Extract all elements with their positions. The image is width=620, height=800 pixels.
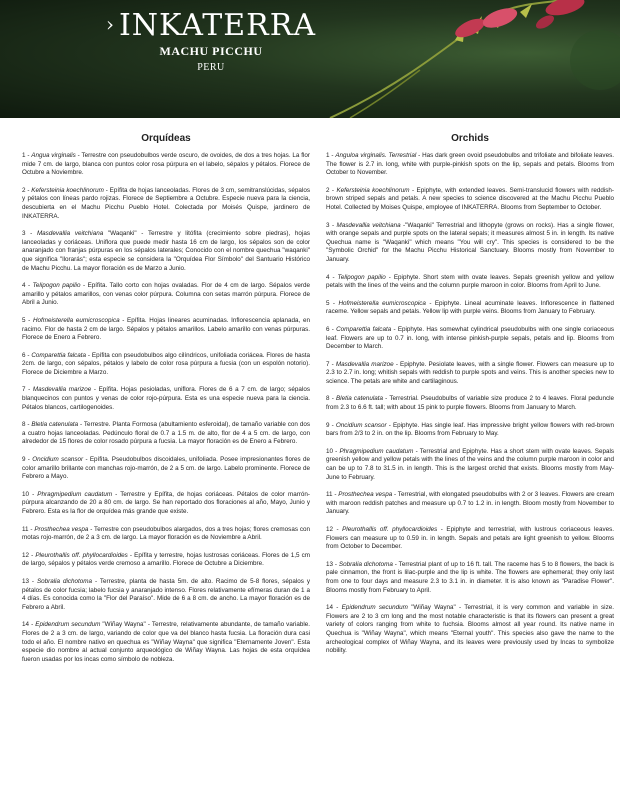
species-description: - Epiphyte. Pesiolate leaves, with a single flower. Flowers can measure up to 2.3 to 2.7 in. long; whitish sepals with reddish to purple spots and veins. This is another species new to science. The petals are white and cartilaginous. <box>326 360 614 385</box>
species-description: - Epífita de hojas lanceoladas. Flores de 3 cm, semitranslúcidas, sépalos y pétalos con líneas pardo rojizas. Florece de Septiembre a Octubre. Especie nueva para la ciencia, descubierta en el Machu Picchu Pueblo Hotel. Colectada por Moisés Quispe, jardinero de INKATERRA. <box>22 186 310 220</box>
orchid-entry <box>326 604 614 656</box>
entry-number: 12 - <box>22 551 36 559</box>
entry-number: 1 - <box>22 152 32 159</box>
species-description: "Wiñay Wayna" - Terrestrial, it is very common and variable in size. Flowers are 2 to 3 cm long and the most notable characteristic is that its flowers can present a great variety of colors ranging from white to fuchsia. Blooms almost all year round. Its native name in Quechua is "Wiñay Wayna", which means "Eternal youth". This species also gave the name to the archeological complex of Wiñay Wayna, and its leaves were previously used by Incas to symbolize nobility. <box>326 604 614 655</box>
entry-number: 2 - <box>326 186 337 194</box>
species-name: Phragmipedium caudatum <box>339 447 414 455</box>
species-description: "Wiñay Wayna" - Terrestre, relativamente abundante, de tamaño variable. Flores de 2 a 3 cm. de largo, variando de color que va del blanco hasta fucsia. La floración dura casi todo el año. El nombre nativo en quechua es "Wiñay Wayna" que significa "Eternamente Joven". Esta especie dio nombre al actual conjunto arqueológico de Wiñay Wayna. Las hojas de esta orquídea fueron usadas por los incas como símbolo de nobleza. <box>22 621 310 663</box>
orchid-entry <box>22 526 310 543</box>
entry-number: 6 - <box>22 351 32 359</box>
species-description: "Waqanki" - Terrestre y litófita (crecimiento sobre piedras), hojas lanceoladas y coriáceas. Uniflora que puede medir hasta 16 cm de largo, los sépalos son de color anaranjado con franjas púrpuras en los sépalos laterales; Conocido con el nombre quechua "waqanki" que significa "llorarás"; esta especie se considera la "Orquídea Flor Símbolo" del Santuario Histórico de Machu Picchu. La mayor floración es de Marzo a Junio. <box>22 230 310 272</box>
brand-block <box>96 8 326 73</box>
location-label: MACHU PICCHU <box>159 44 263 58</box>
orchid-entry <box>22 456 310 482</box>
orchid-entry <box>22 230 310 273</box>
entry-number: 6 - <box>326 325 337 333</box>
species-name: Bletia catenulata <box>335 395 383 403</box>
orchid-entry <box>326 274 614 291</box>
entry-number: 13 - <box>326 560 339 568</box>
species-description: - Terrestrial and Epiphyte. Has a short stem with ovate leaves. Sepals greenish yellow and yellow petals with the lines of the veins and the column purple maroon in color and can be up to 7.8 to 31.5 in. in length. This is the largest orchid that exists. Blooms mostly from May-June to February. <box>326 447 614 481</box>
species-name: Oncidium scansor <box>335 421 387 429</box>
species-description: - Epífita. Tallo corto con hojas ovaladas. Flor de 4 cm de largo. Sépalos verde amarillo y pétalos amarillos, con venas color púrpura. Columna con setas marrón púrpura. Florece de Abril a Junio. <box>22 282 310 307</box>
entry-number: 10 - <box>22 490 38 498</box>
inkaterra-logo <box>96 8 326 42</box>
chevron-icon: › <box>105 12 115 36</box>
species-name: Pleurothallis off. phyllocardioides <box>35 551 128 559</box>
entry-number: 10 - <box>326 447 340 455</box>
spanish-column <box>22 118 318 673</box>
entry-number: 8 - <box>22 421 32 429</box>
entry-number: 5 - <box>326 299 339 307</box>
species-name: Telipogon papilio <box>337 273 386 281</box>
species-description: -"Waqanki" Terrestrial and lithopyte (grows on rocks). Has a single flower, with orange sepals and purple spots on the lateral sepals; it measures almost 5 in. in length. Its native Quechua name is "Waqanki" which means "You will cry". This species is considered to be the "Symbolic Orchid" for the Machu Picchu Historical Sanctuary. Blooms mostly from November to January. <box>326 221 615 263</box>
orchid-entry <box>326 491 614 517</box>
species-description: - Has dark green ovoid pseudobulbs and trifoliate and bifoliate leaves. The flower is 2.7 in. long, white with purple-pinkish spots on the lip, sepals and petals. Blooms from October to November. <box>326 152 614 177</box>
orchid-entry <box>22 552 310 569</box>
species-description: - Terrestre y Epífita, de hojas coriáceas. Pétalos de color marrón-púrpura alcanzando de 20 a 80 cm. de largo. Se han reportado dos floraciones al año, Mayo, Junio y Febrero. Esta es la flor de orquídea más grande que existe. <box>22 490 310 515</box>
entry-number: 7 - <box>326 360 336 368</box>
species-name: Prosthechea vespa <box>338 491 393 499</box>
species-name: Masdevallia marizoe <box>335 360 394 368</box>
orchid-entry <box>22 282 310 308</box>
orchid-entry <box>22 317 310 343</box>
english-column <box>318 118 614 673</box>
entry-number: 14 - <box>22 621 36 629</box>
species-name: Masdevallia marizoe <box>32 386 92 394</box>
species-description: - Terrestrial, with elongated pseudobulbs with 2 or 3 leaves. Flowers are cream with maroon reddish patches and measure up 0.7 to 1.2 in. in length. Bloom mostly from November to January. <box>326 491 614 516</box>
species-name: Telipogon papilio <box>32 282 81 290</box>
species-name: Kefersteinia koechlinorum <box>336 186 410 194</box>
species-name: Epidendrum secundum <box>341 604 408 612</box>
orchid-entry <box>326 395 614 412</box>
orchid-entry <box>326 561 614 595</box>
spanish-entries <box>22 152 310 664</box>
species-description: - Epífita y terrestre, hojas lustrosas coriáceas. Flores de 1,5 cm de largo, sépalos y pétalos verde cremoso a amarillo. Florece de Octubre a Diciembre. <box>22 551 310 568</box>
species-name: Hofmeisterella eumicroscopica <box>32 316 120 324</box>
brand-name: INKATERRA <box>118 8 317 43</box>
orchid-entry <box>326 222 614 265</box>
orchid-entry <box>326 361 614 387</box>
species-name: Angua virginalis <box>31 152 76 159</box>
species-name: Comparettia falcata <box>336 325 392 333</box>
entry-number: 8 - <box>326 395 336 403</box>
species-name: Comparettia falcata <box>31 351 87 359</box>
species-name: Bletia catenulata <box>31 421 79 429</box>
species-name: Kefersteinia koechlinorum <box>31 186 104 194</box>
entry-number: 2 - <box>22 186 32 194</box>
species-name: Pleurothallis off. phyllocardioides <box>342 526 438 533</box>
species-description: - Epífita. Pseudobulbos discoidales, unifoliada. Posee impresionantes flores de color amarillo brillante con manchas rojo-marrón, de 2 a 5 cm. de largo. Labelo prominente. Florece de Febrero a Mayo. <box>22 456 310 481</box>
species-name: Sobralia dichotoma <box>338 560 393 568</box>
entry-number: 9 - <box>326 421 336 429</box>
orchid-entry <box>22 491 310 517</box>
species-description: - Terrestrial plant of up to 16 ft. tall. The raceme has 5 to 8 flowers, the back is pale cinnamon, the front is lilac-purple and the lip is white. The flowers are ephemeral; they only last from one to four days and measure 2.3 to 3.1 in. in diameter. It is also known as "Paradise Flower". Blooms mostly from February to April. <box>326 560 615 594</box>
entry-number: 13 - <box>22 577 37 585</box>
species-name: Masdevallia veitchiana <box>336 221 401 229</box>
species-name: Masdevallia veitchiana <box>36 230 104 238</box>
orchid-entry <box>22 578 310 612</box>
orchid-entry <box>326 422 614 439</box>
column-title-english: Orchids <box>451 133 489 144</box>
species-description: - Epífita. Hojas pesioladas, uniflora. Flores de 6 a 7 cm. de largo; sépalos blanquecinos con puntos y venas de color rojo-púrpura. Esta es una especie nueva para la ciencia. Pétalos blancos, cartilogenoides. <box>22 386 310 411</box>
orchid-entry <box>326 448 614 482</box>
english-entries <box>326 152 614 656</box>
orchid-entry <box>22 352 310 378</box>
entry-number: 1 - <box>326 152 336 159</box>
species-name: Epidendrum secundum <box>35 621 101 629</box>
orchid-entry <box>326 187 614 213</box>
entry-number: 14 - <box>326 604 342 612</box>
orchid-entry <box>22 152 310 178</box>
orchid-entry <box>22 621 310 664</box>
orchid-entry <box>326 526 614 552</box>
country-label: PERU <box>197 62 225 73</box>
orchid-entry <box>22 187 310 221</box>
species-name: Phragmipedium caudatum <box>37 490 113 498</box>
orchid-entry <box>22 421 310 447</box>
entry-number: 4 - <box>326 273 338 281</box>
species-description: - Terrestrial. Pseudobulbs of variable size produce 2 to 4 leaves. Floral peduncle from 2.3 to 6.6 ft. tall; with about 15 pink to purple flowers. Blooms from January to March. <box>326 395 614 412</box>
species-description: - Epiphyte. Short stem with ovate leaves. Sepals greenish yellow and yellow petals with the lines of the veins and the column purple maroon in color. Blooms from April to June. <box>326 273 614 290</box>
species-description: - Epífita. Hojas lineares acuminadas. Inflorescencia aplanada, en racimo. Flor de hasta 2 cm de largo. Sépalos y pétalos amarillos. Labelo amarillo con venas púrpuras. Florece de Enero a Febrero. <box>22 316 310 342</box>
species-description: - Epífita con pseudobulbos algo cilíndricos, unifoliada coriácea. Flores de hasta 2cm. de largo, con sépalos, pétalos y labelo de color rosa púrpura a fucsia (con un espolón notorio). Florece de Diciembre a Marzo. <box>22 351 310 376</box>
species-name: Oncidium scansor <box>32 456 84 464</box>
entry-number: 7 - <box>22 386 33 394</box>
entry-number: 3 - <box>326 221 337 229</box>
species-name: Sobralia dichotoma <box>36 577 93 585</box>
entry-number: 4 - <box>22 282 33 290</box>
species-description: - Terrestre con pseudobulbos verde oscuro, de ovoides, de dos a tres hojas. La flor mide 7 cm. de largo, blanca con puntos color rosa púrpura en el labelo, sépalos y pétalos. Florece de Octubre a Noviembre. <box>22 152 310 177</box>
species-name: Prosthechea vespa <box>34 525 89 533</box>
entry-number: 11 - <box>22 525 35 533</box>
entry-number: 5 - <box>22 316 33 324</box>
header-banner <box>0 0 620 118</box>
species-description: - Epiphyte, with extended leaves. Semi-translucid flowers with reddish-brown striped sepals and petals. A new species to science discovered at the Machu Picchu Pueblo Hotel. Collected by Moises Quispe, employee of INKATERRA. Blooms from September to October. <box>326 186 614 211</box>
column-title-spanish: Orquídeas <box>141 133 191 144</box>
species-description: - Terrestre con pseudobulbos alargados, dos a tres hojas; flores cremosas con motas rojo-marrón, de 2 a 3 cm. de largo. La mayor floración es de Noviembre a Abril. <box>22 525 310 542</box>
orchid-entry <box>326 300 614 317</box>
species-description: - Epiphyte. Has somewhat cylindrical pseudobulbs with one single coriaceous leaf. Flowers are up to 0.7 in. long, with intense pinkish-purple sepals, petals and lip. Blooms from December to March. <box>326 325 614 351</box>
entry-number: 9 - <box>22 456 33 464</box>
entry-number: 3 - <box>22 230 37 238</box>
content-columns <box>0 118 620 673</box>
orchid-entry <box>326 326 614 352</box>
species-description: - Terrestre. Planta Formosa (abultamiento esferoidal), de tamaño variable con dos a cuatro hojas lanceoladas. Pedúnculo floral de 0.7 a 1.5 m. de alto, flor de 4 a 5 cm. de largo, con alrededor de 15 flores de color rosado púrpura a fucsia. La mayor floración es de Enero a Febrero. <box>22 421 310 446</box>
species-description: - Terrestre, planta de hasta 5m. de alto. Racimo de 5-8 flores, sépalos y pétalos de color fucsia; labelo fucsia y anaranjado intenso. Flores relativamente efímeras duran de 1 a 4 días. Es conocida como la "Flor del Paraíso". Mide de 6 a 8 cm. de ancho. La mayor floración es de Febrero a Abril. <box>22 577 310 611</box>
entry-number: 12 - <box>326 526 343 533</box>
species-description: - Epiphyte and terrestrial, with lustrous coriaceous leaves. Flowers can measure up to 0.59 in. in length. Sepals and petals are light greenish to yellow. Blooms from October to December. <box>326 526 614 551</box>
entry-number: 11 - <box>326 491 339 499</box>
orchid-entry <box>22 386 310 412</box>
species-description: - Epiphyte. Has single leaf. Has impressive bright yellow flowers with red-brown bars from 2/3 to 2 in. on the lip. Blooms from February to May. <box>326 421 614 438</box>
species-name: Hofmeisterella eumicroscopica <box>338 299 426 307</box>
species-description: - Epiphyte. Lineal acuminate leaves. Inflorescence in flattened raceme. Yellow sepals and petals. Yellow lip with purple veins. Blooms from January to February. <box>326 299 614 316</box>
orchid-entry <box>326 152 614 178</box>
species-name: Anguloa virginalis. Terrestrial <box>335 152 417 159</box>
